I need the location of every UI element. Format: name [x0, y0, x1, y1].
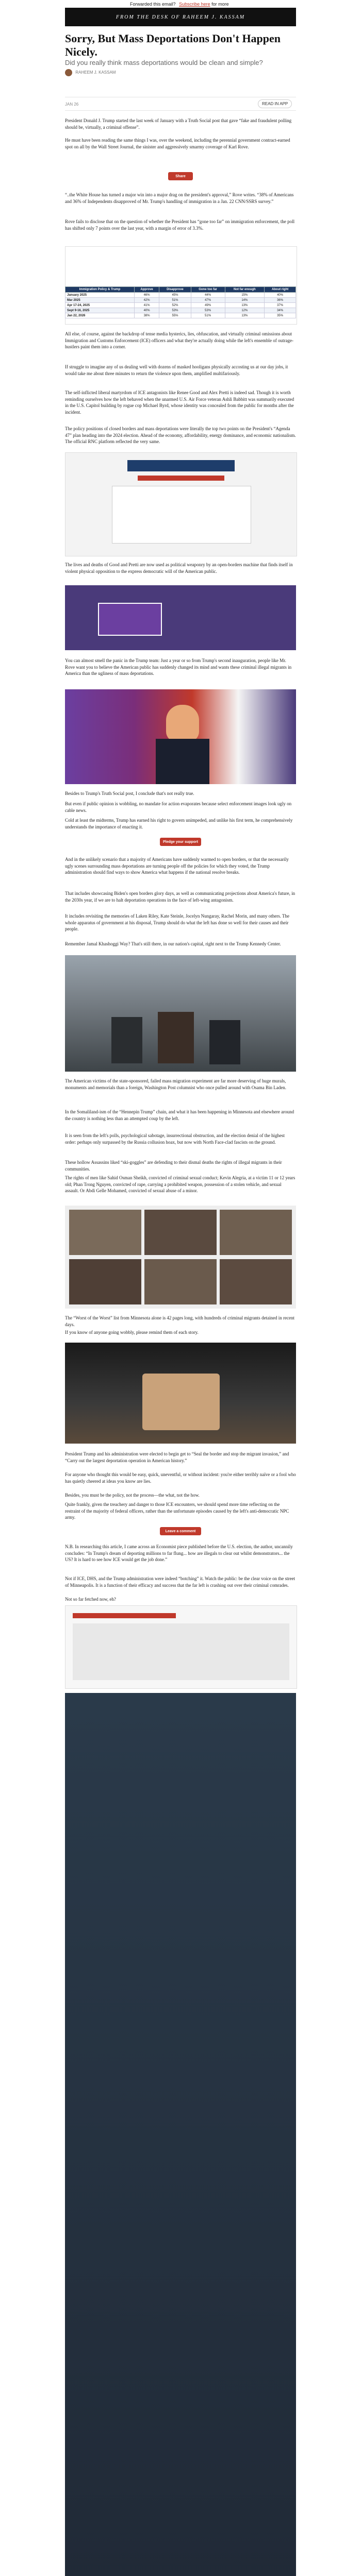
paragraph: President Donald J. Trump started the last week of January with a Truth Social post that gave “fake and fraudulent polling should be, virtually, a criminal offense”.: [65, 118, 292, 130]
mugshot: [144, 1210, 217, 1255]
vigil-figure: [142, 1374, 220, 1430]
banner-text: FROM THE DESK OF RAHEEM J. KASSAM: [116, 14, 245, 20]
mugshot: [220, 1210, 292, 1255]
protest-sign: [98, 603, 162, 636]
table-header: Immigration Policy & Trump: [65, 287, 135, 293]
crowd-figure: [111, 1017, 142, 1063]
table-row: Jan 22, 2026 38% 55% 51% 13% 35%: [65, 313, 296, 318]
table-header: About right: [265, 287, 296, 293]
paragraph: That includes showcasing Biden's open borders glory days, as well as communicating projections about America's future, in the 2030s year, if we are to halt deportation operations in the face of left-wing antagonism.: [65, 891, 296, 903]
paragraph: He must have been reading the same things I was, over the weekend, including the perennial government contract-earned spot on all by the Wall Street Journal, the sinister and aggressively smarmy coverage of Karl Rove.: [65, 138, 290, 149]
trump-photo: [65, 689, 296, 784]
portrait-figure: [166, 705, 199, 742]
header-graphic: [138, 476, 224, 481]
table-row: Mar 2025 42% 51% 47% 14% 36%: [65, 298, 296, 303]
crowd-figure: [209, 1020, 240, 1064]
author-name[interactable]: RAHEEM J. KASSAM: [75, 70, 116, 75]
paragraph: Besides to Trump's Truth Social post, I conclude that's not really true.: [65, 791, 194, 796]
table-header: Not far enough: [225, 287, 265, 293]
read-in-app-button[interactable]: READ IN APP: [258, 99, 292, 108]
content-graphic: [73, 1623, 289, 1680]
avatar[interactable]: [65, 69, 72, 76]
paragraph: If you know of anyone going wobbly, please remind them of each story.: [65, 1330, 199, 1335]
table-header: Approve: [134, 287, 159, 293]
leave-comment-button[interactable]: Leave a comment: [160, 1527, 201, 1535]
top-bar: [0, 0, 361, 7]
paragraph: It includes revisiting the memories of Laken Riley, Kate Steinle, Jocelyn Nungaray, Rachel Morin, and many others. The whole apparatus of government at his disposal, Trump should do what the left has done so well for their causes and their people.: [65, 913, 290, 931]
author-row: [65, 69, 296, 77]
table-header: Disapprove: [159, 287, 191, 293]
mugshot: [220, 1259, 292, 1304]
table-row: Apr 17-24, 2025 41% 52% 49% 13% 37%: [65, 303, 296, 308]
header-graphic: [127, 460, 235, 471]
vigil-photo: [65, 1343, 296, 1444]
agenda-screenshot: [65, 452, 297, 556]
paragraph: “..the White House has turned a major win into a major drag on the president's approval,” Rove writes. “38% of Americans and 36% of Independents disapproved of Mr. Trump's handling of immigration in a Jan. 22 CNN/SSRS survey.”: [65, 192, 294, 204]
table-row: January 2025 46% 45% 44% 15% 40%: [65, 293, 296, 298]
paragraph: But even if public opinion is wobbling, no mandate for action evaporates because select enforcement images look ugly on cable news.: [65, 801, 292, 813]
portrait-figure: [156, 739, 209, 784]
paragraph: The American victims of the state-sponsored, failed mass migration experiment are far more deserving of huge murals, monuments and memorials than a foreign, Washington Post columnist who once pulled around with Osama Bin Laden.: [65, 1078, 287, 1090]
paragraph: Besides, you must be the policy, not the process—the what, not the how.: [65, 1493, 200, 1498]
paragraph: In the Somaliland-ism of the “Hennepin Trump” chain, and what it has been happening in Minnesota and elsewhere around the country is nothing less than an attempted coup by the left.: [65, 1109, 294, 1121]
poll-table: [65, 286, 296, 318]
mugshot: [69, 1259, 141, 1304]
paragraph: The “Worst of the Worst” list from Minnesota alone is 42 pages long, with hundreds of criminal migrants detained in recent days.: [65, 1315, 295, 1327]
paragraph: Rove fails to disclose that on the question of whether the President has “gone too far” on immigration enforcement, the poll has shifted only 7 points over the last year, with a margin of error of 3.3%.: [65, 219, 295, 231]
table-header: Gone too far: [191, 287, 225, 293]
paragraph: N.B. In researching this article, I came across an Economist piece published before the U.S. election, the author, uncannily concludes: “In Trump's dream of deporting millions to far flung... how are illegals to clear out whilst demonstrators... the US? It is hard to see how ICE would get the job done.”: [65, 1544, 293, 1562]
article-title: Sorry, But Mass Deportations Don't Happen Nicely.: [65, 32, 281, 58]
paragraph: Quite frankly, given the treachery and danger to those ICE encounters, we should spend more time reflecting on the restraint of the majority of federal officers, rather than the unfortunate episodes caused by the left's anti-democratic NPC army.: [65, 1502, 289, 1520]
paragraph: Not so far fetched now, eh?: [65, 1597, 116, 1602]
paragraph: All else, of course, against the backdrop of tense media hysterics, lies, obfuscation, and virtually criminal omissions about Immigration and Customs Enforcement (ICE) officers and what they're actually doing while the left's ensemble of outrage-hustlers paint them into a corner.: [65, 331, 293, 349]
paragraph: The policy positions of closed borders and mass deportations were literally the top two points on the President's “Agenda 47” plan heading into the 2024 election. Ahead of the economy, affordability, energy dominance, and economic nationalism. The official RNC platform reflected the very same.: [65, 426, 296, 444]
street-protest-photo: [65, 955, 296, 1072]
poster-image: [65, 1693, 296, 2576]
paragraph: The lives and deaths of Good and Pretti are now used as political weaponry by an open-borders machine that finds itself in violent physical opposition to the express democratic will of the American public.: [65, 562, 293, 574]
mugshot: [144, 1259, 217, 1304]
paragraph: And in the unlikely scenario that a majority of Americans have suddenly warmed to open borders, or that the necessarily ugly scenes surrounding mass deportations are turning people off the policies for which they voted, the Trump administration should find ways to show America what happens if the national resolve breaks.: [65, 857, 289, 875]
paragraph: For anyone who thought this would be easy, quick, uneventful, or without incident: you're either terribly naïve or a fool who has quietly cheered at ideas you know are lies.: [65, 1472, 296, 1484]
paragraph: These hollow Assassins liked “ski-goggles” are defending to their dismal deaths the rights of illegal migrants in their communities.: [65, 1160, 282, 1172]
paragraph: The self-inflicted liberal martyrdom of ICE antagonists like Renee Good and Alex Pretti is indeed sad. Though it is worth reminding ourselves how the left behaved when the unarmed U.S. Air Force veteran Ashli Babbitt was summarily executed in the U.S. Capitol building by rogue cop Michael Byrd, whose identity was concealed from the public for months after the incident.: [65, 390, 294, 415]
subscribe-link[interactable]: Subscribe here: [179, 2, 210, 7]
paragraph: You can almost smell the panic in the Trump team: Just a year or so from Trump's second inauguration, people like Mr. Rove want you to believe the American public has suddenly changed its mind and wants these criminal illegal migrants in America than the ugliness of mass deportations.: [65, 658, 292, 676]
protest-photo: [65, 585, 296, 650]
table-row: Sept 9-16, 2025 40% 53% 53% 12% 34%: [65, 308, 296, 313]
share-button[interactable]: Share: [168, 172, 193, 180]
crowd-figure: [158, 1012, 194, 1063]
paragraph: The rights of men like Sahid Osman Sheikh, convicted of criminal sexual conduct; Kevin Alegria, at a victim 11 or 12 years old; Phan Trong Nguyen, convicted of rape, carrying a prohibited weapon, possession of a stolen vehicle, and sexual assault. Or Abdi Gelle Mohamed, convicted of sexual abuse of a minor.: [65, 1175, 296, 1193]
divider: [65, 110, 296, 111]
economist-screenshot: [65, 1605, 297, 1689]
paragraph: Not if ICE, DHS, and the Trump administration were indeed “botching” it. Watch the public: be the clear voice on the street of Minneapolis. It is a function of their efficacy and success that the far left is crashing out over their criminal comrades.: [65, 1576, 295, 1588]
pledge-button[interactable]: Pledge your support: [160, 838, 201, 846]
paragraph: If struggle to imagine any of us dealing well with dozens of masked hooligans physically accosting us at our day jobs, it would take me about three minutes to return the violence upon them, amplified multifariously.: [65, 364, 288, 376]
mugshot: [69, 1210, 141, 1255]
paragraph: Remember Jamal Khashoggi Way? That's still there, in our nation's capital, right next to the Trump Kennedy Center.: [65, 941, 281, 946]
article-subtitle: Did you really think mass deportations would be clean and simple?: [65, 59, 263, 66]
paragraph: It is seen from the left's polls, psychological sabotage, insurrectional obstruction, and the election denial of the highest order: perhaps only surpassed by the Russia collusion hoax, but now with North Face-clad fascists on the ground.: [65, 1133, 285, 1145]
forward-note: Forwarded this email? Subscribe here for more: [130, 2, 229, 7]
mugshot-grid: [65, 1206, 296, 1309]
newsletter-banner: [65, 8, 296, 26]
content-graphic: [112, 486, 251, 544]
paragraph: President Trump and his administration were elected to begin get to “Seal the border and stop the migrant invasion,” and “Carry out the largest deportation operation in American history.”: [65, 1451, 289, 1463]
header-graphic: [73, 1613, 176, 1618]
paragraph: Cold at least the midterms, Trump has earned his right to govern unimpeded, and unlike his first term, he comprehensively understands the importance of enacting it.: [65, 818, 293, 829]
post-date: JAN 26: [65, 102, 79, 107]
